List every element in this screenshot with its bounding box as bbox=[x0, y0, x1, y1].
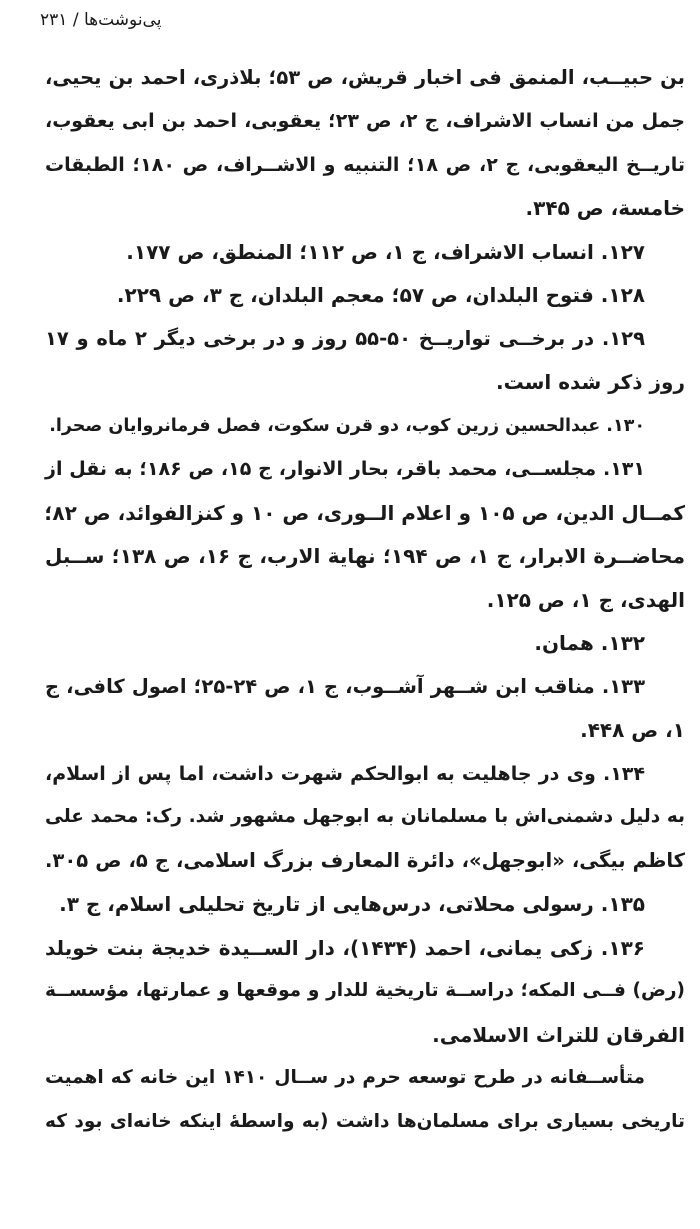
note-129-line: روز ذکر شده است. bbox=[495, 370, 685, 394]
note-135: ۱۳۵. رسولی محلاتی، درس‌هایی از تاریخ تحلیلی اسلام، ج ۳. bbox=[59, 892, 645, 916]
note-127: ۱۲۷. انساب الاشراف، ج ۱، ص ۱۱۲؛ المنطق، ص ۱۷۷. bbox=[126, 240, 645, 264]
note-126-line: بن حبیــب، المنمق فی اخبار قریش، ص ۵۳؛ بلاذری، احمد بن یحیی، bbox=[45, 66, 685, 89]
section-title: پی‌نوشت‌ها bbox=[83, 10, 162, 30]
note-131-line: ۱۳۱. مجلســی، محمد باقر، بحار الانوار، ج ۱۵، ص ۱۸۶؛ به نقل از bbox=[45, 458, 645, 480]
page-number: ۲۳۱ bbox=[40, 10, 68, 30]
note-126-line: تاریــخ الیعقوبی، ج ۲، ص ۱۸؛ التنبیه و الاشــراف، ص ۱۸۰؛ الطبقات bbox=[45, 154, 685, 176]
note-131-line: الهدی، ج ۱، ص ۱۲۵. bbox=[486, 588, 685, 612]
note-129-line: ۱۲۹. در برخــی تواریــخ ۵۰-۵۵ روز و در برخی دیگر ۲ ماه و ۱۷ bbox=[45, 327, 645, 350]
note-133-line: ۱، ص ۴۴۸. bbox=[580, 718, 685, 742]
note-130: ۱۳۰. عبدالحسین زرین کوب، دو قرن سکوت، فصل فرمانروایان صحرا. bbox=[49, 416, 645, 436]
note-136-line: (رض) فــی المکه؛ دراســة تاریخیة للدار و موقعها و عمارتها، مؤسســة bbox=[45, 980, 685, 1001]
note-134-line: ۱۳۴. وی در جاهلیت به ابوالحکم شهرت داشت، اما پس از اسلام، bbox=[45, 763, 645, 785]
note-134-line: به دلیل دشمنی‌اش با مسلمانان به ابوجهل مشهور شد. ر‌ک: محمد علی bbox=[45, 806, 685, 827]
note-126-line: خامسة، ص ۳۴۵. bbox=[525, 196, 685, 220]
running-header bbox=[40, 10, 161, 30]
header-separator: / bbox=[72, 10, 79, 30]
note-126-line: جمل من انساب الاشراف، ج ۲، ص ۲۳؛ یعقوبی، احمد بن ابی یعقوب، bbox=[45, 110, 685, 132]
note-131-line: محاضــرة الابرار، ج ۱، ص ۱۹۴؛ نهایة الارب، ج ۱۶، ص ۱۳۸؛ ســبل bbox=[45, 544, 685, 568]
paragraph-line: متأســفانه در طرح توسعه حرم در ســال ۱۴۱۰ این خانه که اهمیت bbox=[45, 1067, 645, 1088]
note-131-line: کمــال الدین، ص ۱۰۵ و اعلام الــوری، ص ۱۰ و کنزالفوائد، ص ۸۲؛ bbox=[44, 501, 685, 525]
note-134-line: کاظم بیگی، «ابوجهل»، دائرة المعارف بزرگ اسلامی، ج ۵، ص ۳۰۵. bbox=[45, 849, 685, 872]
note-132: ۱۳۲. همان. bbox=[534, 631, 645, 655]
paragraph-line: تاریخی بسیاری برای مسلمان‌ها داشت (به واسطهٔ اینکه خانه‌ای بود که bbox=[45, 1111, 685, 1132]
note-136-line: الفرقان للتراث الاسلامی. bbox=[432, 1023, 685, 1047]
note-133-line: ۱۳۳. مناقب ابن شــهر آشــوب، ج ۱، ص ۲۴-۲۵؛ اصول کافی، ج bbox=[45, 675, 645, 698]
note-128: ۱۲۸. فتوح البلدان، ص ۵۷؛ معجم البلدان، ج ۳، ص ۲۲۹. bbox=[116, 283, 645, 307]
note-136-line: ۱۳۶. زکی یمانی، احمد (۱۴۳۴)، دار الســیدة خدیجة بنت خویلد bbox=[45, 936, 645, 960]
